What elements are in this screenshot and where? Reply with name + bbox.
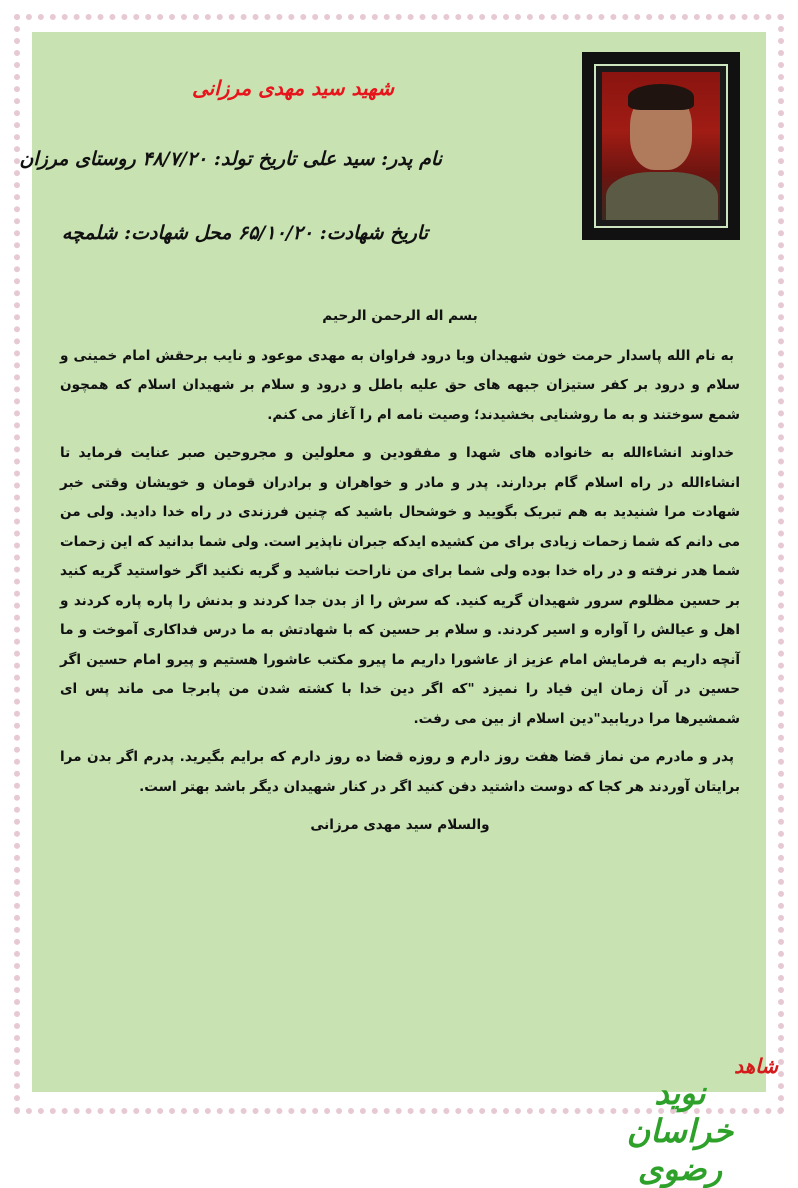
publisher-logo: [598, 1052, 778, 1188]
logo-line-shahed: شاهد: [734, 1054, 778, 1078]
martyr-photo-frame: [582, 52, 740, 240]
will-paragraph-2: خداوند انشاءالله به خانواده های شهدا و مفقودین و معلولین و مجروحین صبر عنایت فرماید تا انشاءالله در راه اسلام گام بردارند. پدر و مادر و خواهران و برادران قومان و خویشان وقتی خبر شهادت مرا شنیدید به هم تبریک بگویید و خوشحال باشید که چنین فرزندی در راه خدا دادید. ولی من می دانم که شما زحمات زیادی برای من کشیده ایدکه جبران ناپذیر است. ولی شما بدانید که این زحمات شما هدر نرفته و در راه خدا بوده ولی شما برای من ناراحت نباشید و گریه نکنید اگر خواستید گریه کنید بر حسین مظلوم سرور شهیدان گریه کنید. که سرش را از بدن جدا کردند و بدنش را پاره پاره کردند و اهل و عیالش را آواره و اسیر کردند. و سلام بر حسین که با شهادتش به ما درس فداکاری آموخت و ما آنچه داریم به فرمایش امام عزیز از عاشورا داریم ما پیرو مکتب عاشورا هستیم و پیرو امام حسین اگر حسین در آن زمان این فیاد را نمیزد "که اگر دین خدا با کشته شدن من پابرجا می ماند پس ای شمشیرها مرا دریابید"دین اسلام از بین می رفت.: [60, 445, 740, 727]
birth-info-line: نام پدر: سید علی تاریخ تولد: ۴۸/۷/۲۰ روستای مرزان: [19, 148, 442, 170]
martyr-portrait: [602, 72, 720, 220]
closing-signature: والسلام سید مهدی مرزانی: [310, 817, 490, 833]
will-text: [60, 302, 740, 841]
photo-inner-border: [594, 64, 728, 228]
will-paragraph-3: پدر و مادرم من نماز قضا هفت روز دارم و روزه قضا ده روز دارم که برایم بگیرید. پدرم اگر بدن مرا برایتان آوردند هر کجا که دوست داشتید دفن کنید اگر در کنار شهیدان دیگر باشد بهتر است.: [60, 749, 740, 795]
martyrdom-info-line: تاریخ شهادت: ۶۵/۱۰/۲۰ محل شهادت: شلمچه: [61, 222, 428, 244]
logo-line-navid: نوید خراسان رضوی: [626, 1074, 734, 1188]
will-paragraph-1: به نام الله پاسدار حرمت خون شهیدان وبا درود فراوان به مهدی موعود و نایب برحقش امام خمینی و سلام و درود بر کفر ستیزان جبهه های حق علیه باطل و درود و سلام بر شهیدان اسلام که همچون شمع سوختند و به ما روشنایی بخشیدند؛ وصیت نامه ام را آغاز می کنم.: [60, 347, 740, 423]
bismillah-heading: بسم اله الرحمن الرحیم: [322, 308, 478, 324]
martyr-title: شهید سید مهدی مرزانی: [192, 76, 394, 100]
